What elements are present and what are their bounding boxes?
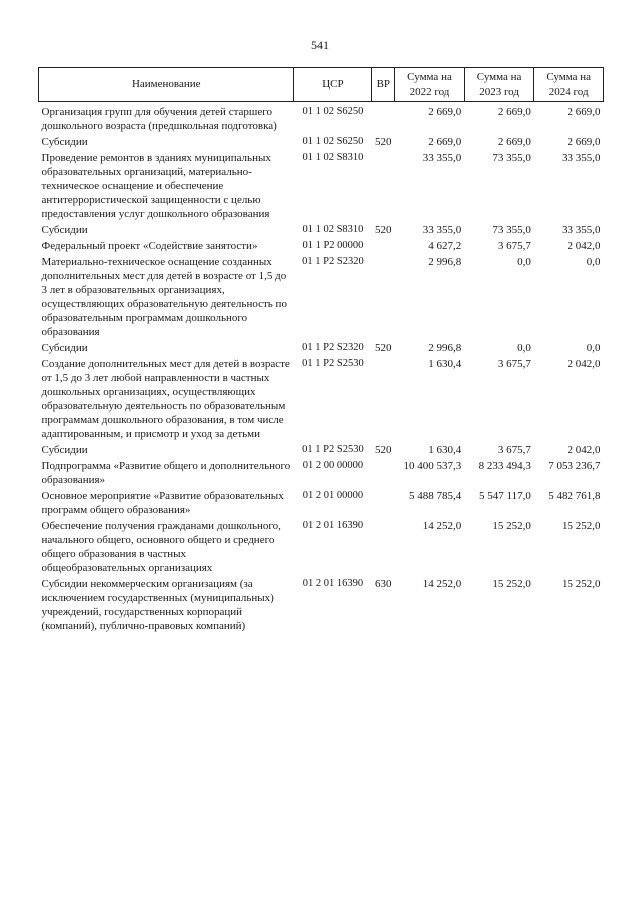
row-name: Субсидии (41, 224, 88, 236)
row-name: Создание дополнительных мест для детей в возрасте от 1,5 до 3 лет любой направленности в частных дошкольных организациях, осуществляющих образовательную деятельность по образовательным программам дошкольного образования, в том числе адаптированным, и присмотр и уход за детьми (41, 358, 290, 440)
row-sum-2023: 15 252,0 (492, 520, 531, 532)
row-sum-2022: 1 630,4 (428, 358, 462, 370)
table-row (39, 489, 604, 519)
row-vr (372, 102, 395, 136)
table-row (39, 151, 604, 223)
row-csr: 01 1 02 S8310 (302, 152, 364, 163)
table-row (39, 577, 604, 635)
row-vr (372, 357, 395, 443)
row-sum-2024: 33 355,0 (562, 152, 601, 164)
row-csr: 01 1 P2 S2530 (302, 444, 364, 455)
row-sum-2023: 73 355,0 (492, 152, 531, 164)
row-sum-2024: 2 042,0 (567, 444, 601, 456)
row-vr (372, 519, 395, 577)
row-sum-2024: 0,0 (586, 256, 601, 268)
row-vr (372, 489, 395, 519)
row-csr: 01 2 01 16390 (302, 520, 364, 531)
row-sum-2022: 1 630,4 (428, 444, 462, 456)
row-sum-2022: 2 669,0 (428, 136, 462, 148)
table-header-row (39, 68, 604, 102)
row-sum-2023: 15 252,0 (492, 578, 531, 590)
budget-table (38, 67, 604, 635)
row-csr: 01 2 00 00000 (302, 460, 364, 471)
row-sum-2023: 2 669,0 (497, 106, 531, 118)
table-row (39, 443, 604, 459)
row-sum-2023: 0,0 (517, 342, 531, 354)
row-csr: 01 1 P2 S2530 (302, 358, 364, 369)
row-sum-2024: 2 669,0 (567, 136, 601, 148)
header-sum-2022: Сумма на 2022 год (395, 68, 465, 102)
row-vr (372, 151, 395, 223)
row-name: Подпрограмма «Развитие общего и дополнительного образования» (41, 460, 291, 486)
row-name: Субсидии некоммерческим организациям (за исключением государственных (муниципальных) учреждений, государственных корпораций (компаний), публично-правовых компаний) (41, 578, 274, 632)
header-vr: ВР (372, 68, 395, 102)
row-sum-2022: 4 627,2 (428, 240, 462, 252)
row-csr: 01 1 02 S6250 (302, 136, 364, 147)
row-sum-2023: 73 355,0 (492, 224, 531, 236)
header-csr: ЦСР (294, 68, 372, 102)
row-sum-2023: 2 669,0 (497, 136, 531, 148)
row-csr: 01 2 01 00000 (302, 490, 364, 501)
table-row (39, 341, 604, 357)
row-sum-2022: 2 996,8 (428, 256, 462, 268)
row-name: Материально-техническое оснащение созданных дополнительных мест для детей в возрасте от 1,5 до 3 лет в образовательных организациях, осуществляющих образовательную деятельность по образовательным программам дошкольного образования (41, 256, 287, 338)
table-row (39, 519, 604, 577)
row-sum-2022: 2 669,0 (428, 106, 462, 118)
row-sum-2024: 33 355,0 (562, 224, 601, 236)
row-vr (372, 459, 395, 489)
table-row (39, 459, 604, 489)
row-csr: 01 1 02 S6250 (302, 106, 364, 117)
row-sum-2022: 2 996,8 (428, 342, 462, 354)
row-vr: 520 (375, 224, 392, 236)
row-sum-2024: 15 252,0 (562, 578, 601, 590)
table-row (39, 223, 604, 239)
row-name: Основное мероприятие «Развитие образовательных программ общего образования» (41, 490, 284, 516)
row-sum-2023: 0,0 (517, 256, 531, 268)
row-name: Федеральный проект «Содействие занятости» (41, 240, 258, 252)
header-name: Наименование (39, 68, 294, 102)
row-csr: 01 1 P2 S2320 (302, 342, 364, 353)
row-sum-2024: 7 053 236,7 (548, 460, 601, 472)
row-vr: 520 (375, 444, 392, 456)
row-sum-2023: 3 675,7 (497, 444, 531, 456)
row-csr: 01 2 01 16390 (302, 578, 364, 589)
row-sum-2022: 14 252,0 (422, 520, 462, 532)
row-name: Обеспечение получения гражданами дошкольного, начального общего, основного общего и среднего общего образования в частных общеобразовательных организациях (41, 520, 281, 574)
header-sum-2023: Сумма на 2023 год (464, 68, 534, 102)
page-number: 541 (311, 38, 329, 52)
row-csr: 01 1 P2 S2320 (302, 256, 364, 267)
row-vr: 630 (375, 578, 392, 590)
row-sum-2024: 2 042,0 (567, 240, 601, 252)
table-row (39, 102, 604, 136)
row-vr (372, 255, 395, 341)
row-sum-2024: 15 252,0 (562, 520, 601, 532)
table-row (39, 239, 604, 255)
row-name: Субсидии (41, 444, 88, 456)
row-vr: 520 (375, 136, 392, 148)
row-sum-2023: 5 547 117,0 (479, 490, 531, 502)
row-name: Субсидии (41, 136, 88, 148)
table-row (39, 255, 604, 341)
row-sum-2024: 0,0 (586, 342, 601, 354)
row-sum-2023: 8 233 494,3 (478, 460, 531, 472)
table-row (39, 135, 604, 151)
row-sum-2024: 5 482 761,8 (548, 490, 601, 502)
row-sum-2022: 5 488 785,4 (409, 490, 462, 502)
row-sum-2022: 33 355,0 (422, 152, 462, 164)
row-sum-2022: 33 355,0 (422, 224, 462, 236)
row-sum-2022: 14 252,0 (422, 578, 462, 590)
row-name: Проведение ремонтов в зданиях муниципальных образовательных организаций, материально-техническое оснащение и обеспечение антитеррористической защищенности с целью предоставления услуг дошкольного образования (41, 152, 271, 220)
table-row (39, 357, 604, 443)
row-vr: 520 (375, 342, 392, 354)
row-csr: 01 1 P2 00000 (302, 240, 364, 251)
header-sum-2024: Сумма на 2024 год (534, 68, 604, 102)
row-sum-2023: 3 675,7 (497, 240, 531, 252)
row-csr: 01 1 02 S8310 (302, 224, 364, 235)
row-sum-2022: 10 400 537,3 (403, 460, 462, 472)
row-name: Организация групп для обучения детей старшего дошкольного возраста (предшкольная подготовка) (41, 106, 277, 132)
row-vr (372, 239, 395, 255)
row-name: Субсидии (41, 342, 88, 354)
row-sum-2023: 3 675,7 (497, 358, 531, 370)
row-sum-2024: 2 669,0 (567, 106, 601, 118)
row-sum-2024: 2 042,0 (567, 358, 601, 370)
